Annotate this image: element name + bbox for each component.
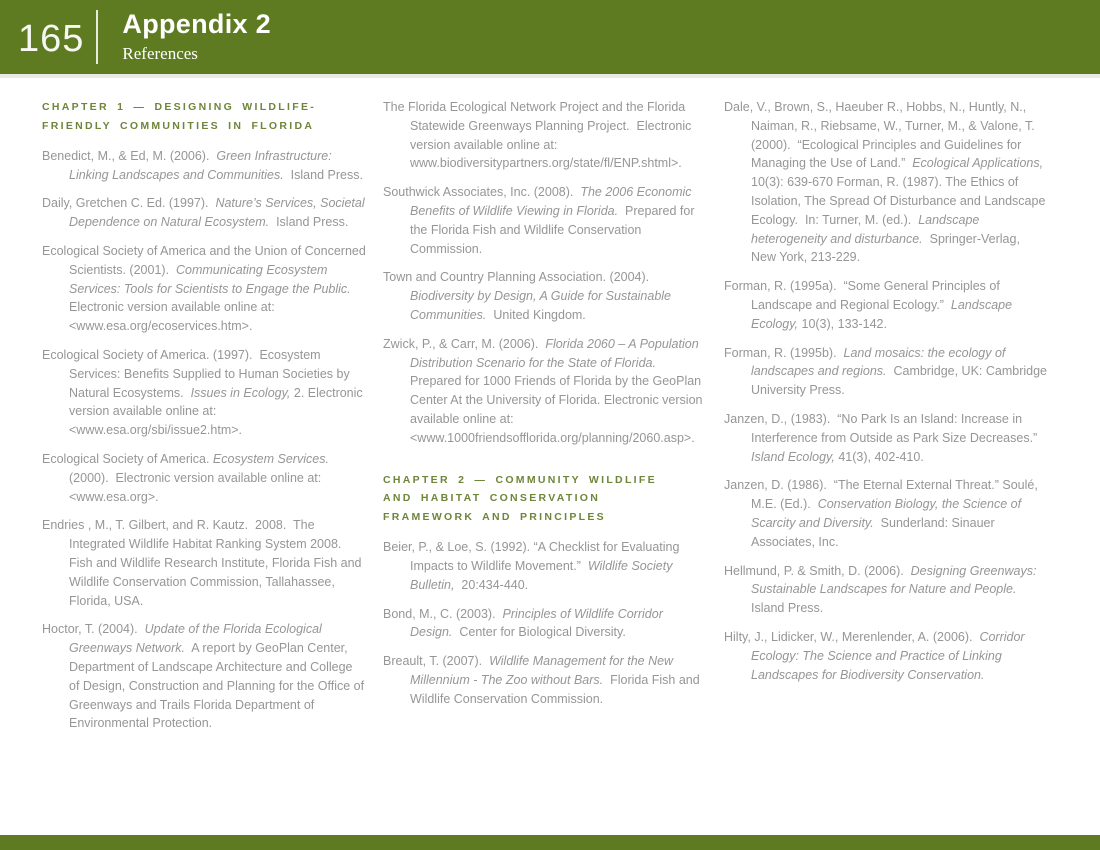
reference-text: Florida Fish and Wildlife Conservation Commission. [410, 673, 704, 706]
reference-entry [724, 344, 1051, 400]
reference-text: 10(3): 639-670 Forman, R. (1987). The Ethics of Isolation, The Spread Of Disturbance and Landscape Ecology. In: Turner, M. (ed.). [751, 156, 1049, 227]
reference-text: Ecological Society of America and the Union of Concerned Scientists. (2001). [42, 243, 370, 277]
reference-text: Zwick, P., & Carr, M. (2006). [383, 336, 546, 351]
reference-entry [724, 98, 1048, 267]
reference-text: Island Press. [283, 167, 363, 182]
header-titles [122, 10, 271, 64]
reference-text: Ecological Society of America. [42, 451, 213, 466]
reference-text: Prepared for the Florida Fish and Wildlife Conservation Commission. [410, 203, 699, 256]
chapter-heading-line: AND HABITAT CONSERVATION [383, 492, 601, 505]
reference-title-italic: Landscape Ecology, [751, 297, 1016, 331]
reference-text: Island Press. [751, 582, 1024, 616]
header-divider [96, 10, 98, 64]
reference-text: Beier, P., & Loe, S. (1992). “A Checklist for Evaluating Impacts to Wildlife Movement.” [383, 540, 683, 574]
reference-text: Hoctor, T. (2004). [42, 622, 145, 637]
reference-text: Island Press. [269, 215, 349, 230]
reference-title-italic: Communicating Ecosystem Services: Tools for Scientists to Engage the Public. [69, 262, 351, 296]
reference-text: Daily, Gretchen C. Ed. (1997). [42, 196, 216, 211]
reference-entry [383, 538, 707, 594]
reference-text: Center for Biological Diversity. [452, 625, 626, 640]
reference-title-italic: Corridor Ecology: The Science and Practice of Linking Landscapes for Biodiversity Conservation. [751, 629, 1029, 682]
reference-title-italic: Wildlife Management for the New Millennium - The Zoo without Bars. [410, 654, 677, 687]
reference-title-italic: Wildlife Society Bulletin, [410, 559, 676, 592]
reference-text: Hilty, J., Lidicker, W., Merenlender, A. (2006). [724, 629, 980, 644]
reference-entry [383, 98, 707, 173]
reference-text: Electronic version available online at: <www.esa.org/ecoservices.htm>. [69, 281, 358, 334]
reference-title-italic: Ecological Applications, [912, 156, 1044, 171]
reference-text: United Kingdom. [486, 307, 586, 322]
reference-text: Forman, R. (1995a). “Some General Principles of Landscape and Regional Ecology.” [724, 279, 1004, 312]
reference-text: Breault, T. (2007). [383, 654, 490, 669]
reference-text: Prepared for 1000 Friends of Florida by the GeoPlan Center At the University of Florida. Electronic version available online at: <www.1000friendsofflorida.org/planning/2060.asp>. [410, 355, 706, 445]
reference-entry [724, 277, 1048, 333]
reference-text: (2000). Electronic version available online at: <www.esa.org>. [69, 451, 333, 504]
reference-text: Sunderland: Sinauer Associates, Inc. [751, 515, 998, 549]
reference-title-italic: Ecosystem Services. [212, 451, 329, 466]
reference-entry [724, 410, 1048, 466]
chapter-heading-line: CHAPTER 1 — DESIGNING WILDLIFE- [42, 101, 317, 113]
reference-text: 20:434-440. [454, 577, 529, 592]
reference-entry [724, 562, 1048, 618]
reference-entry [383, 268, 707, 324]
reference-entry [724, 476, 1048, 551]
page-number: 165 [18, 18, 85, 60]
chapter-heading-line: CHAPTER 2 — COMMUNITY WILDLIFE [383, 473, 657, 486]
reference-entry [42, 346, 366, 440]
footer-bar [0, 835, 1100, 850]
reference-text: A report by GeoPlan Center, Department of Landscape Architecture and College of Design, Construction and Planning for the Office of Greenways and Trails Florida Department of Environmental Protection. [69, 641, 368, 731]
reference-entry [42, 450, 366, 506]
reference-entry [724, 628, 1048, 684]
reference-text: 2. Electronic version available online at: <www.esa.org/sbi/issue2.htm>. [69, 385, 367, 438]
reference-text: Hellmund, P. & Smith, D. (2006). [724, 563, 911, 578]
chapter-heading [383, 471, 707, 528]
reference-title-italic: Florida 2060 – A Population Distribution Scenario for the State of Florida. [410, 336, 703, 370]
reference-entry [42, 242, 370, 336]
reference-text: 10(3), 133-142. [798, 316, 887, 331]
reference-title-italic: Biodiversity by Design, A Guide for Sustainable Communities. [410, 289, 675, 322]
references-column-3 [724, 98, 1051, 743]
reference-entry [383, 335, 707, 448]
reference-entry [383, 183, 707, 258]
chapter-heading-line: FRAMEWORK AND PRINCIPLES [383, 511, 606, 524]
reference-text: Forman, R. (1995b). [724, 345, 844, 360]
reference-entry [383, 605, 707, 643]
reference-title-italic: Update of the Florida Ecological Greenways Network. [69, 622, 326, 656]
reference-text: Janzen, D. (1986). “The Eternal External Threat.” Soulé, M.E. (Ed.). [724, 478, 1042, 512]
reference-title-italic: Land mosaics: the ecology of landscapes and regions. [751, 345, 1009, 379]
reference-text: Ecological Society of America. (1997). Ecosystem Services: Benefits Supplied to Human Societies by Natural Ecosystems. [42, 347, 354, 400]
reference-title-italic: Principles of Wildlife Corridor Design. [410, 606, 667, 640]
references-main [42, 98, 1051, 743]
reference-title-italic: Green Infrastructure: Linking Landscapes and Communities. [69, 148, 336, 182]
references-column-2 [383, 98, 707, 743]
reference-entry [42, 194, 369, 232]
reference-text: Janzen, D., (1983). “No Park Is an Island: Increase in Interference from Outside as Park Size Decreases.” [724, 411, 1045, 445]
references-column-1 [42, 98, 370, 743]
chapter-heading-line: FRIENDLY COMMUNITIES IN FLORIDA [42, 119, 315, 132]
reference-title-italic: The 2006 Economic Benefits of Wildlife Viewing in Florida. [410, 185, 695, 218]
reference-title-italic: Conservation Biology, the Science of Scarcity and Diversity. [751, 497, 1025, 530]
appendix-title: Appendix 2 [122, 9, 271, 40]
chapter-heading [42, 98, 366, 136]
reference-text: Cambridge, UK: Cambridge University Press. [751, 364, 1051, 398]
reference-text: Bond, M., C. (2003). [383, 606, 503, 621]
reference-text: Southwick Associates, Inc. (2008). [383, 185, 581, 200]
reference-title-italic: Nature’s Services, Societal Dependence on Natural Ecosystem. [69, 196, 369, 230]
reference-entry [42, 147, 366, 185]
reference-title-italic: Landscape heterogeneity and disturbance. [751, 212, 983, 246]
page-header [0, 0, 1100, 78]
reference-title-italic: Island Ecology, [751, 449, 835, 464]
reference-entry [42, 516, 366, 610]
reference-entry [42, 620, 366, 733]
reference-text: Town and Country Planning Association. (2004). [383, 270, 657, 285]
reference-text: 41(3), 402-410. [834, 449, 924, 464]
reference-title-italic: Designing Greenways: Sustainable Landscapes for Nature and People. [751, 563, 1040, 597]
reference-text: The Florida Ecological Network Project and the Florida Statewide Greenways Planning Project. Electronic version available online at: www.biodiversitypartners.org/state/fl/ENP.shtml>. [383, 100, 695, 171]
reference-text: Dale, V., Brown, S., Haeuber R., Hobbs, N., Huntly, N., Naiman, R., Riebsame, W., Turner, M., & Valone, T. (2000). “Ecological Principles and Guidelines for Managing the Use of Land.” [724, 100, 1039, 171]
reference-entry [383, 652, 707, 708]
reference-text: Springer-Verlag, New York, 213-229. [751, 231, 1024, 265]
reference-text: Benedict, M., & Ed, M. (2006). [42, 148, 217, 163]
reference-title-italic: Issues in Ecology, [190, 385, 291, 400]
reference-text: Endries , M., T. Gilbert, and R. Kautz. 2008. The Integrated Wildlife Habitat Ranking System 2008. Fish and Wildlife Research Institute, Florida Fish and Wildlife Conservation Commission, Tallahassee, Florida, USA. [42, 518, 365, 608]
appendix-subtitle: References [122, 43, 198, 63]
